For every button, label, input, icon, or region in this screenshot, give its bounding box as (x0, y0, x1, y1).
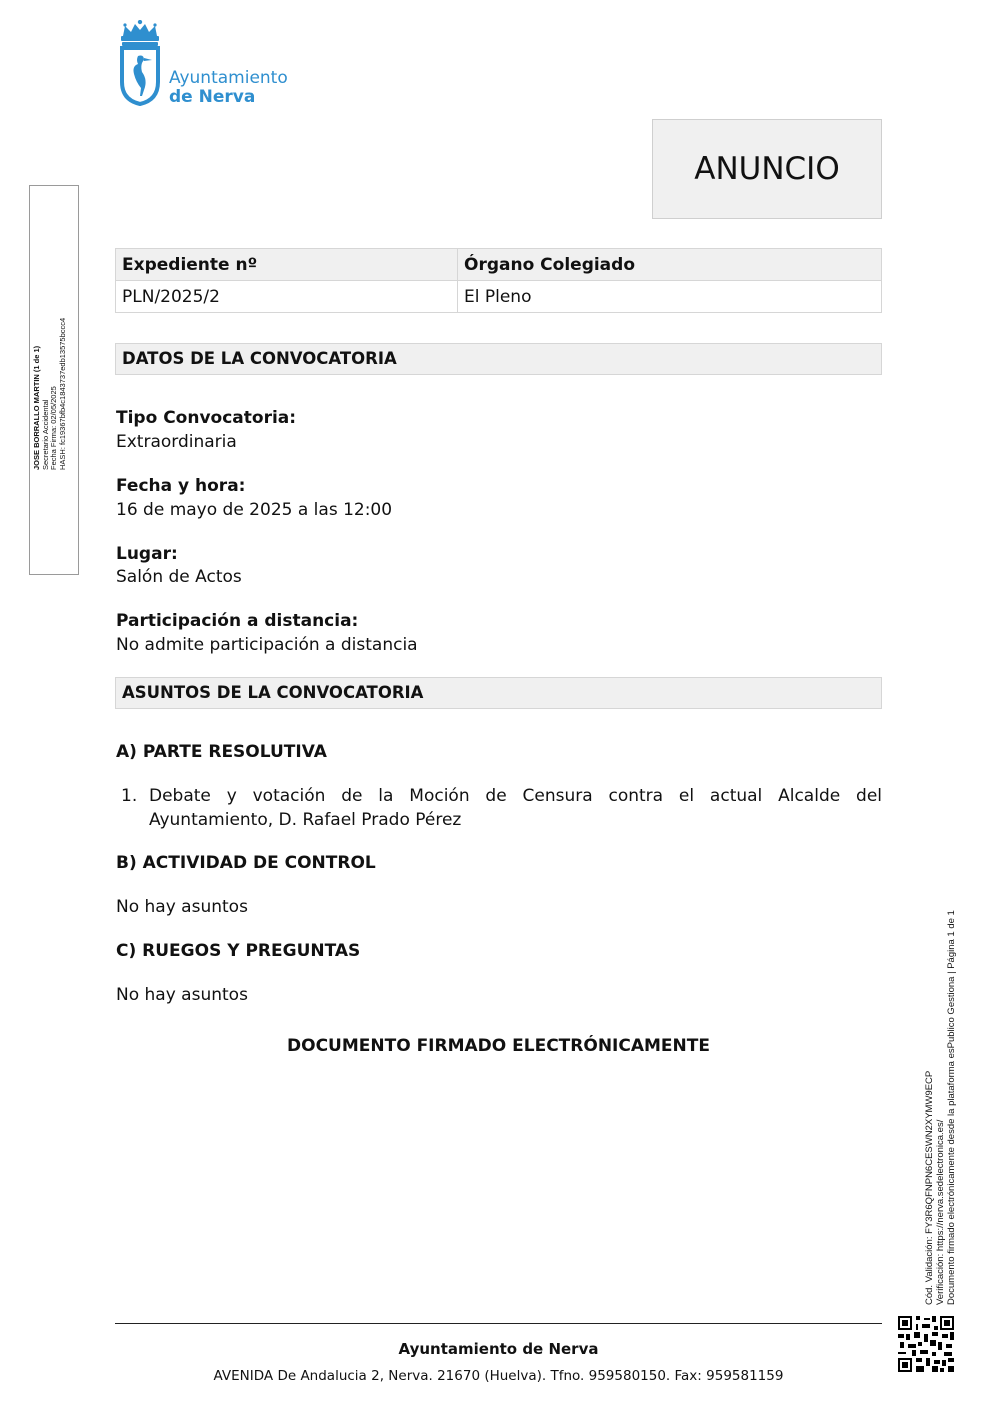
organo-header: Órgano Colegiado (458, 249, 882, 281)
signer-name: JOSE BORRALLO MARTIN (1 de 1) (32, 345, 41, 470)
qr-code-icon (898, 1316, 954, 1372)
logo-text (169, 69, 288, 107)
signed-notice: DOCUMENTO FIRMADO ELECTRÓNICAMENTE (287, 1036, 710, 1056)
footer-address: AVENIDA De Andalucia 2, Nerva. 21670 (Huelva). Tfno. 959580150. Fax: 959581159 (213, 1368, 784, 1384)
signature-date: Fecha Firma: 02/05/2025 (49, 386, 58, 470)
table-header-row (116, 249, 882, 281)
organo-value: El Pleno (458, 281, 882, 313)
ruegos-preguntas-value: No hay asuntos (116, 985, 248, 1005)
table-row (116, 281, 882, 313)
announcement-title: ANUNCIO (694, 151, 840, 187)
parte-resolutiva-title: A) PARTE RESOLUTIVA (116, 742, 327, 762)
logo-line1: Ayuntamiento (169, 68, 288, 88)
logo-line2: de Nerva (169, 87, 256, 107)
expediente-value: PLN/2025/2 (116, 281, 458, 313)
actividad-control-value: No hay asuntos (116, 897, 248, 917)
tipo-value: Extraordinaria (116, 432, 237, 452)
validation-code: Cód. Validación: FY3R6QFNPN6CESWN2XYMW9ECP (924, 1070, 935, 1305)
expediente-table (115, 248, 882, 313)
announcement-title-box (652, 119, 882, 219)
participacion-value: No admite participación a distancia (116, 635, 418, 655)
verification-text (924, 910, 957, 1305)
actividad-control-title: B) ACTIVIDAD DE CONTROL (116, 853, 376, 873)
signature-text (33, 318, 67, 470)
tipo-label: Tipo Convocatoria: (116, 408, 297, 428)
footer-name: Ayuntamiento de Nerva (398, 1340, 599, 1358)
participacion-label: Participación a distancia: (116, 611, 359, 631)
lugar-label: Lugar: (116, 544, 178, 564)
lugar-value: Salón de Actos (116, 567, 242, 587)
list-item (116, 784, 882, 832)
expediente-header: Expediente nº (116, 249, 458, 281)
item-number: 1. (121, 786, 138, 806)
fecha-label: Fecha y hora: (116, 476, 246, 496)
ruegos-preguntas-title: C) RUEGOS Y PREGUNTAS (116, 941, 361, 961)
item-text: Debate y votación de la Moción de Censura contra el actual Alcalde del Ayuntamiento, D. Rafael Prado Pérez (149, 786, 882, 830)
fecha-value: 16 de mayo de 2025 a las 12:00 (116, 500, 393, 520)
signature-hash: HASH: fc19367bfb4c1843737edb13575bccc4 (57, 317, 67, 470)
verification-url: Verificación: https://nerva.sedelectronica.es/ (935, 1119, 946, 1305)
signed-platform-note: Documento firmado electrónicamente desde la plataforma esPublico Gestiona | Página 1 de 1 (946, 910, 957, 1305)
section-asuntos-convocatoria: ASUNTOS DE LA CONVOCATORIA (115, 677, 882, 709)
section-datos-convocatoria: DATOS DE LA CONVOCATORIA (115, 343, 882, 375)
signer-role: Secretario Accidental (40, 399, 50, 470)
footer-divider (115, 1323, 882, 1324)
